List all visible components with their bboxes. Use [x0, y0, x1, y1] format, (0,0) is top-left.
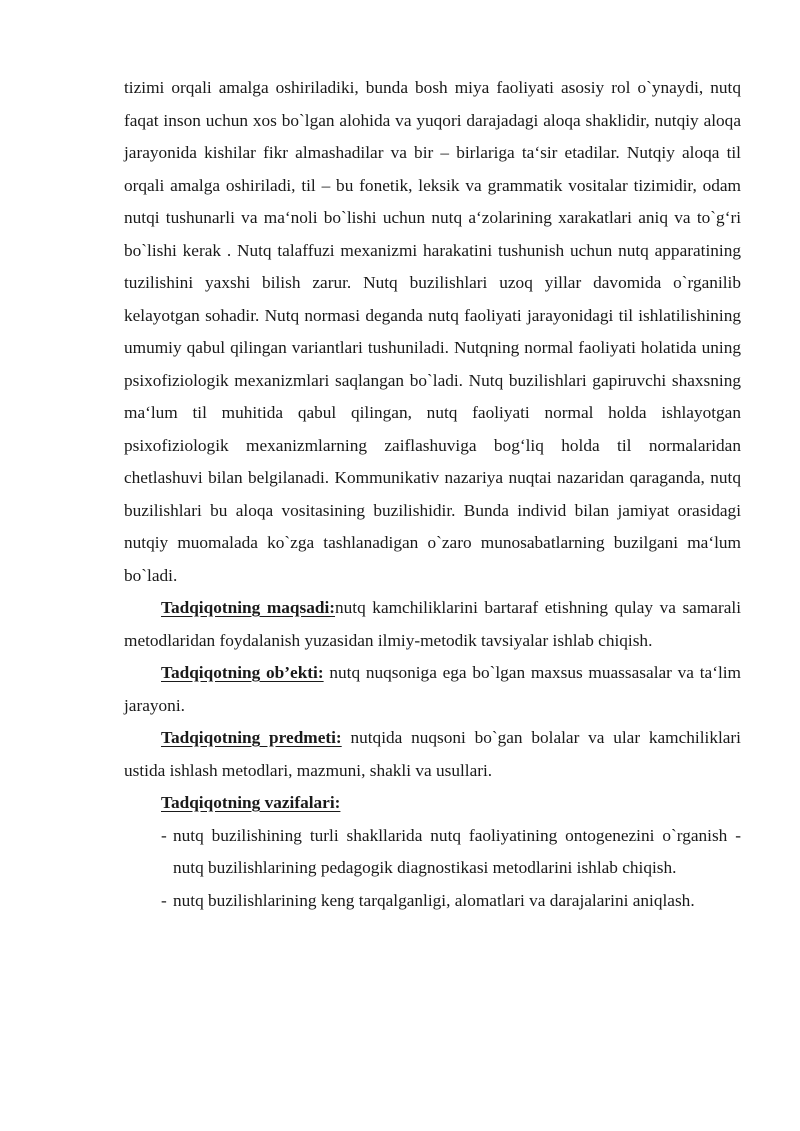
list-dash: -: [161, 825, 167, 845]
research-subject-label: Tadqiqotning predmeti:: [161, 728, 342, 747]
list-dash: -: [161, 890, 167, 910]
list-item-text: nutq buzilishlarining keng tarqalganligi, alomatlari va darajalarini aniqlash.: [173, 890, 695, 910]
list-item: [124, 885, 741, 918]
research-goal-paragraph: [124, 592, 741, 657]
research-object-label: Tadqiqotning ob’ekti:: [161, 663, 324, 682]
list-item-text: nutq buzilishining turli shakllarida nutq faoliyatining ontogenezini o`rganish - nutq buzilishlarining pedagogik diagnostikasi metodlarini ishlab chiqish.: [173, 825, 741, 877]
research-object-paragraph: [124, 657, 741, 722]
research-tasks-list: [124, 820, 741, 918]
research-goal-label: Tadqiqotning maqsadi:: [161, 598, 336, 617]
research-object-text: nutq nuqsoniga ega bo`lgan maxsus muassasalar va ta‘lim jarayoni.: [124, 663, 741, 715]
research-tasks-label: Tadqiqotning vazifalari:: [161, 793, 341, 812]
research-subject-text: nutqida nuqsoni bo`gan bolalar va ular kamchiliklari ustida ishlash metodlari, mazmuni, shakli va usullari.: [124, 728, 741, 780]
document-page: [124, 72, 741, 917]
research-subject-paragraph: [124, 722, 741, 787]
research-tasks-heading-paragraph: [124, 787, 741, 820]
research-goal-text: nutq kamchiliklarini bartaraf etishning qulay va samarali metodlaridan foydalanish yuzasidan ilmiy-metodik tavsiyalar ishlab chiqish.: [124, 598, 741, 650]
intro-paragraph: tizimi orqali amalga oshiriladiki, bunda bosh miya faoliyati asosiy rol o`ynaydi, nutq faqat inson uchun xos bo`lgan alohida va yuqori darajadagi aloqa shaklidir, nutqiy aloqa jarayonida kishilar fikr almashadilar va bir – birlariga ta‘sir etadilar. Nutqiy aloqa til orqali amalga oshiriladi, til – bu fonetik, leksik va grammatik vositalar tizimidir, odam nutqi tushunarli va ma‘noli bo`lishi uchun nutq a‘zolarining xarakatlari aniq va to`g‘ri bo`lishi kerak . Nutq talaffuzi mexanizmi harakatini tushunish uchun nutq apparatining tuzilishini yaxshi bilish zarur. Nutq buzilishlari uzoq yillar davomida o`rganilib kelayotgan sohadir. Nutq normasi deganda nutq faoliyati jarayonidagi til ishlatilishining umumiy qabul qilingan variantlari tushuniladi. Nutqning normal faoliyati holatida uning psixofiziologik mexanizmlari saqlangan bo`ladi. Nutq buzilishlari gapiruvchi shaxsning ma‘lum til muhitida qabul qilingan, nutq faoliyati normal holda ishlayotgan psixofiziologik mexanizmlarning zaiflashuviga bog‘liq holda til normalaridan chetlashuvi bilan belgilanadi. Kommunikativ nazariya nuqtai nazaridan qaraganda, nutq buzilishlari bu aloqa vositasining buzilishidir. Bunda individ bilan jamiyat orasidagi nutqiy muomalada ko`zga tashlanadigan o`zaro munosabatlarning buzilgani ma‘lum bo`ladi.: [124, 78, 741, 585]
list-item: [124, 820, 741, 885]
